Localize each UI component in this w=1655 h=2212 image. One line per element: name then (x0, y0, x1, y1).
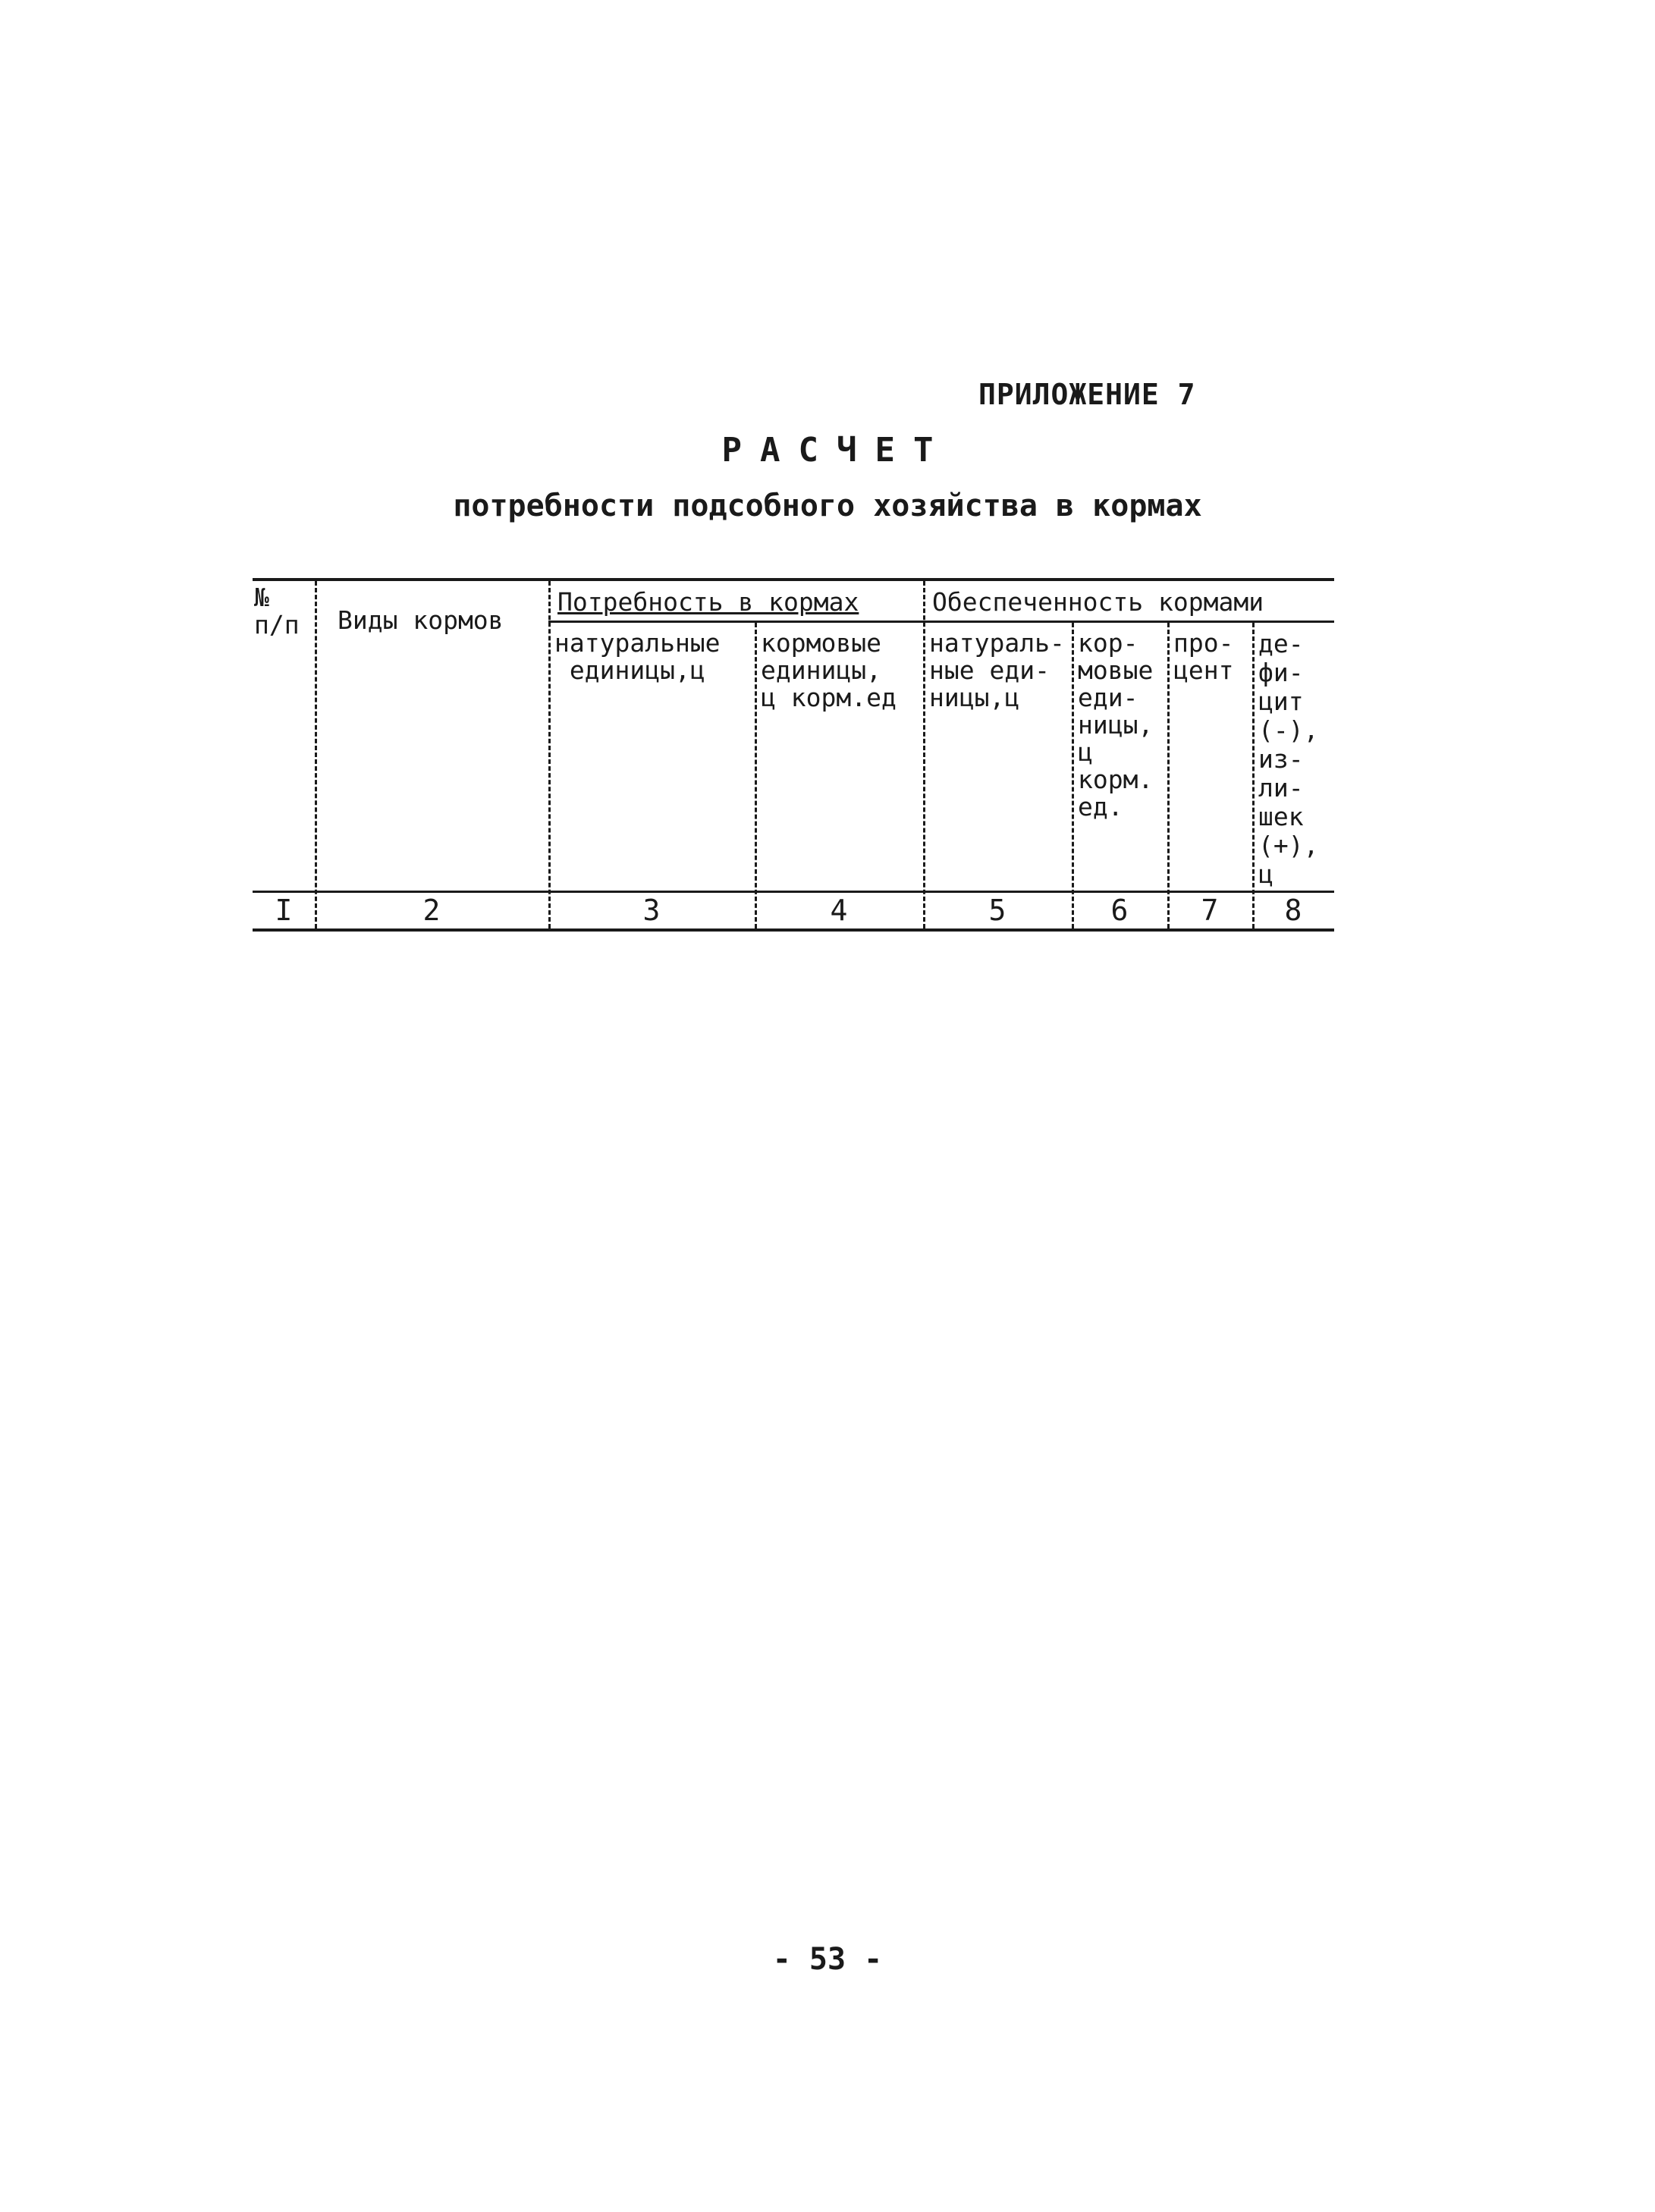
header-supply-feed-units: кор- мовые еди- ницы, ц корм. ед. (1078, 628, 1154, 822)
table-top-rule (253, 578, 1334, 581)
header-supply-natural: натураль- ные еди- ницы,ц (929, 628, 1065, 712)
column-divider (1252, 623, 1255, 928)
column-divider (1072, 623, 1074, 928)
header-need-feed-units: кормовые единицы, ц корм.ед (761, 628, 897, 712)
group-header-rule (548, 621, 1334, 623)
header-group-supply: Обеспеченность кормами (932, 587, 1264, 617)
column-number: 5 (988, 894, 1007, 927)
appendix-label: ПРИЛОЖЕНИЕ 7 (978, 378, 1196, 411)
column-number: 8 (1284, 894, 1302, 927)
column-divider (755, 623, 757, 928)
column-number: 7 (1201, 894, 1219, 927)
page-number: - 53 - (772, 1942, 883, 1977)
column-divider (1167, 623, 1170, 928)
feed-calculation-table (253, 578, 1334, 928)
column-number: 6 (1110, 894, 1129, 927)
column-number: 2 (422, 894, 441, 927)
table-bottom-rule (253, 928, 1334, 932)
header-row-number: № п/п (254, 583, 300, 639)
column-divider (548, 581, 551, 928)
header-feed-types: Виды кормов (338, 605, 504, 635)
document-subtitle: потребности подсобного хозяйства в кормах (453, 489, 1202, 523)
document-title: РАСЧЕТ (721, 431, 952, 470)
column-divider (923, 581, 925, 928)
header-supply-balance: де- фи- цит (-), из- ли- шек (+), ц (1258, 629, 1319, 889)
header-group-need: Потребность в кормах (557, 587, 859, 617)
column-number: 4 (830, 894, 848, 927)
column-divider (315, 581, 317, 928)
column-number: I (275, 894, 293, 927)
header-supply-percent: про- цент (1173, 628, 1234, 685)
column-number: 3 (642, 894, 661, 927)
header-need-natural: натуральные единицы,ц (554, 628, 721, 685)
header-bottom-rule (253, 891, 1334, 893)
